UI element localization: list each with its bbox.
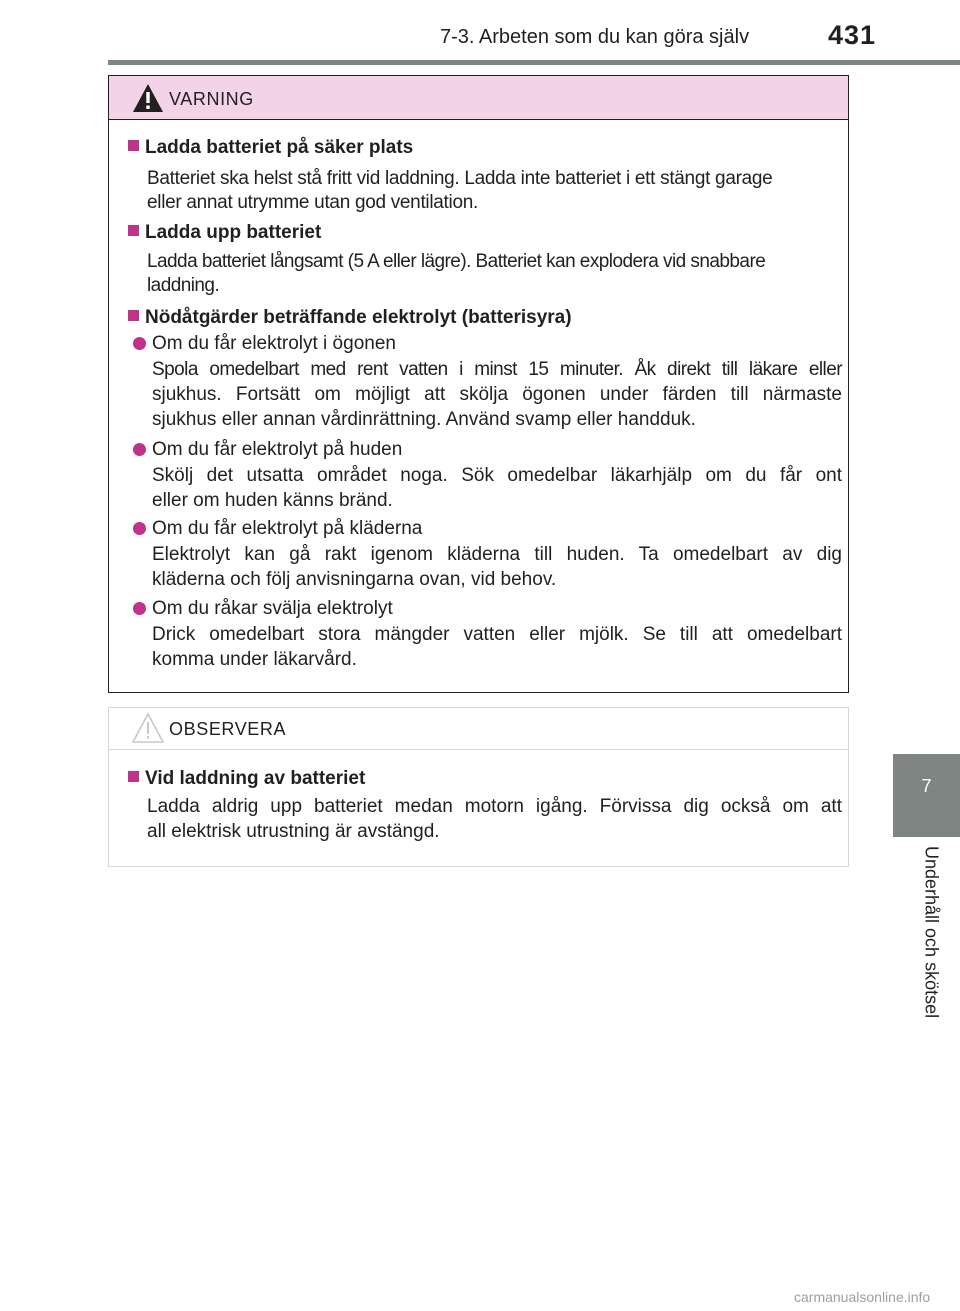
- paragraph: Batteriet ska helst stå fritt vid laddning. Ladda inte batteriet i ett stängt garage eller annat utrymme utan god ventilation.: [147, 168, 773, 213]
- section-heading: 7-3. Arbeten som du kan göra själv: [440, 26, 750, 48]
- list-item-body: Skölj det utsatta området noga. Sök omedelbar läkarhjälp om du får ont eller om huden känns bränd.: [152, 465, 842, 511]
- list-item-body: Spola omedelbart med rent vatten i minst 15 minuter. Åk direkt till läkare eller sjukhus. Fortsätt om möjligt att skölja ögonen under färden till närmaste sjukhus eller annan vårdinrättning. Använd svamp eller handduk.: [152, 359, 842, 430]
- list-item-body: Elektrolyt kan gå rakt igenom kläderna till huden. Ta omedelbart av dig kläderna och följ anvisningarna ovan, vid behov.: [152, 544, 842, 590]
- square-bullet-icon: [128, 225, 139, 236]
- chapter-number: 7: [921, 776, 932, 796]
- paragraph: Ladda aldrig upp batteriet medan motorn igång. Förvissa dig också om att all elektrisk utrustning är avstängd.: [147, 796, 842, 842]
- list-item-body: Drick omedelbart stora mängder vatten eller mjölk. Se till att omedelbart komma under läkarvård.: [152, 624, 842, 670]
- watermark: carmanualsonline.info: [794, 1289, 931, 1305]
- dot-bullet-icon: [133, 337, 146, 350]
- caution-header: [109, 708, 848, 750]
- warning-header: [109, 76, 848, 120]
- square-bullet-icon: [128, 140, 139, 151]
- list-item-title: Om du får elektrolyt på kläderna: [133, 518, 422, 540]
- chapter-label: [893, 848, 960, 1038]
- page-number: 431: [828, 20, 877, 50]
- dot-bullet-icon: [133, 443, 146, 456]
- header-rule: [108, 60, 960, 65]
- list-item-title: Om du råkar svälja elektrolyt: [133, 598, 393, 620]
- square-bullet-icon: [128, 771, 139, 782]
- warning-triangle-icon: [131, 82, 165, 114]
- caution-box: [108, 707, 849, 867]
- square-bullet-icon: [128, 310, 139, 321]
- caution-title: OBSERVERA: [169, 719, 287, 739]
- section-title: Ladda batteriet på säker plats: [128, 137, 413, 159]
- dot-bullet-icon: [133, 602, 146, 615]
- dot-bullet-icon: [133, 522, 146, 535]
- section-title: Ladda upp batteriet: [128, 222, 321, 244]
- caution-triangle-icon: [131, 712, 165, 744]
- page-header: [0, 0, 960, 66]
- section-title: Nödåtgärder beträffande elektrolyt (batterisyra): [128, 307, 572, 329]
- warning-box: [108, 75, 849, 693]
- warning-title: VARNING: [169, 89, 254, 109]
- section-title: Vid laddning av batteriet: [128, 768, 365, 790]
- chapter-label-text: Underhåll och skötsel: [921, 846, 942, 1019]
- chapter-tab[interactable]: [893, 754, 960, 837]
- list-item-title: Om du får elektrolyt i ögonen: [133, 333, 396, 355]
- list-item-title: Om du får elektrolyt på huden: [133, 439, 402, 461]
- paragraph: Ladda batteriet långsamt (5 A eller lägre). Batteriet kan explodera vid snabbare laddning.: [147, 251, 766, 296]
